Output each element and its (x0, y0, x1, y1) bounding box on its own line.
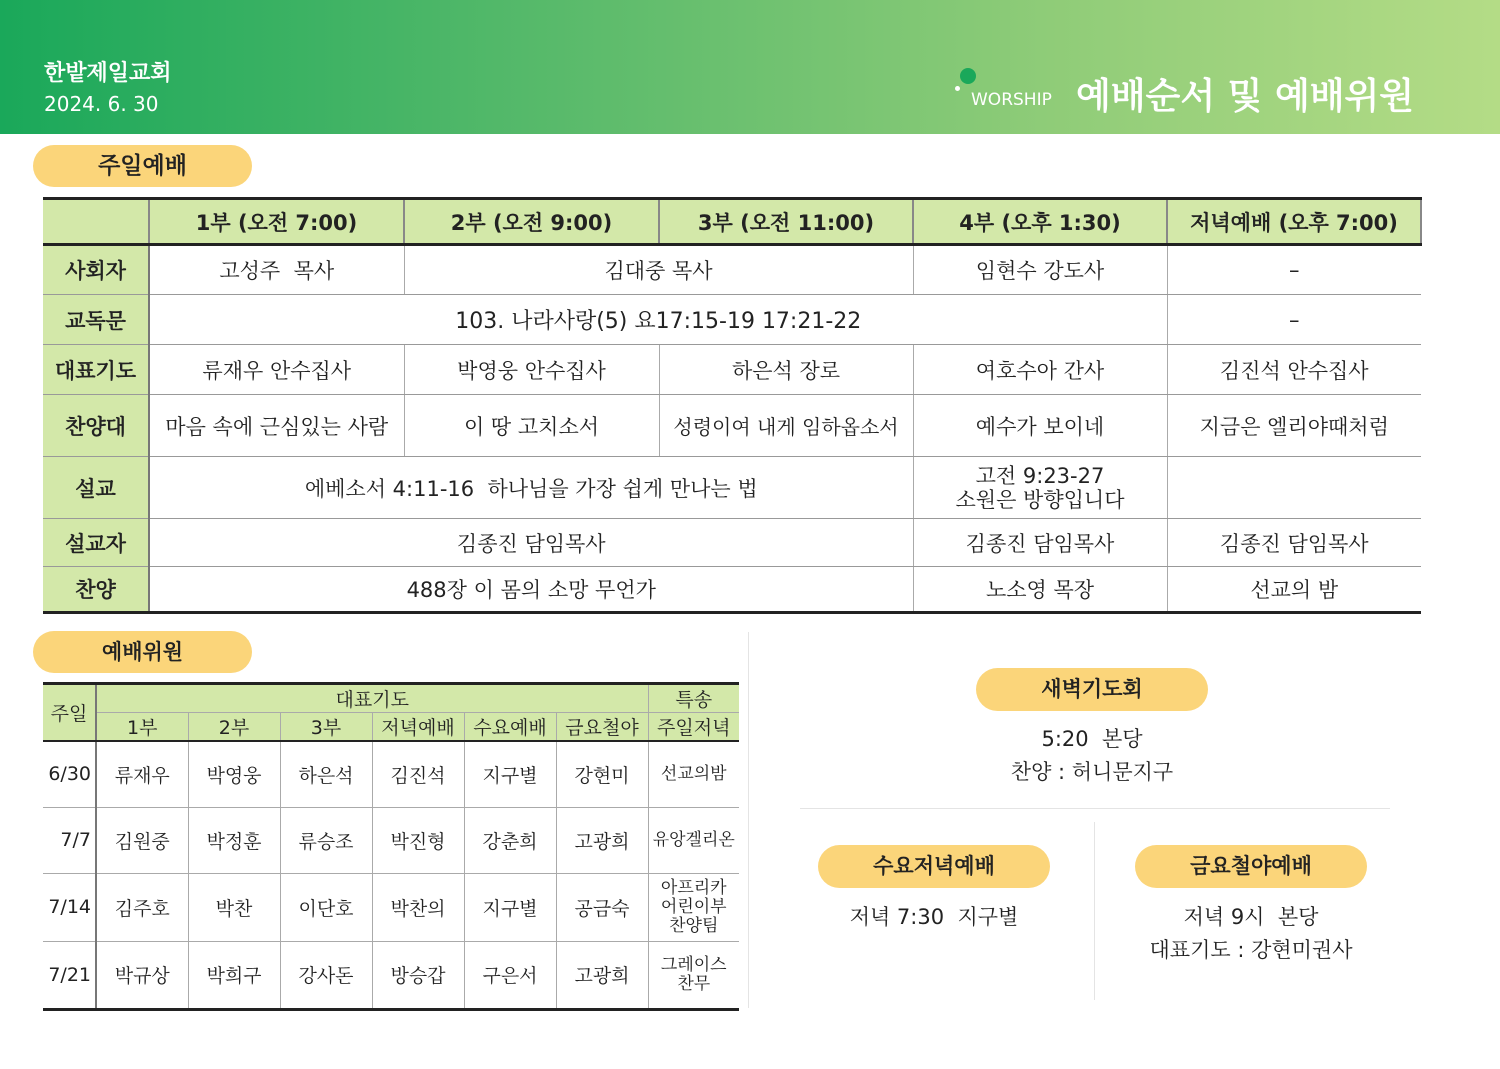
table-row (43, 295, 1421, 345)
col-header-prayer: 대표기도 (96, 684, 648, 713)
special-line: 그레이스 (660, 954, 727, 975)
cell: – (1167, 245, 1421, 295)
special-line: 선교의밤 (660, 763, 727, 784)
friday-vigil-label: 금요철야예배 (1135, 845, 1367, 888)
corner-cell (43, 199, 149, 245)
cell: 박희구 (188, 941, 280, 1009)
cell: 박찬의 (372, 873, 464, 941)
cell: 박영웅 (188, 741, 280, 807)
church-name: 한밭제일교회 (44, 61, 172, 86)
col-header-week: 주일 (43, 684, 96, 742)
decor-dot-small-icon (955, 86, 960, 91)
row-date: 7/7 (43, 807, 96, 873)
cell: 선교의 밤 (1167, 567, 1421, 613)
cell (913, 457, 1167, 519)
staff-subheader-row (43, 713, 739, 742)
col-subheader: 금요철야 (556, 713, 648, 742)
col-header: 1부 (오전 7:00) (149, 199, 404, 245)
cell: 하은석 (280, 741, 372, 807)
dawn-prayer-label: 새벽기도회 (976, 668, 1208, 711)
cell: 지구별 (464, 741, 556, 807)
sermon-title: 소원은 방향입니다 (955, 487, 1125, 512)
row-date: 6/30 (43, 741, 96, 807)
col-subheader: 저녁예배 (372, 713, 464, 742)
cell: 임현수 강도사 (913, 245, 1167, 295)
cell: 박규상 (96, 941, 188, 1009)
col-subheader: 2부 (188, 713, 280, 742)
special-line: 아프리카 (660, 877, 727, 898)
cell: 김진석 (372, 741, 464, 807)
col-subheader: 수요예배 (464, 713, 556, 742)
cell (1167, 457, 1421, 519)
header-banner (0, 0, 1500, 134)
page-title: 예배순서 및 예배위원 (1076, 76, 1415, 117)
row-label: 설교 (43, 457, 149, 519)
col-header: 저녁예배 (오후 7:00) (1167, 199, 1421, 245)
cell: 고광희 (556, 941, 648, 1009)
friday-time: 저녁 9시 본당 (1183, 905, 1319, 929)
cell: 이단호 (280, 873, 372, 941)
cell: 103. 나라사랑(5) 요17:15-19 17:21-22 (149, 295, 1167, 345)
cell: 류재우 (96, 741, 188, 807)
cell: 박찬 (188, 873, 280, 941)
row-label: 찬양 (43, 567, 149, 613)
cell: 김종진 담임목사 (913, 519, 1167, 567)
cell: 강사돈 (280, 941, 372, 1009)
table-row (43, 395, 1421, 457)
wednesday-worship-label: 수요저녁예배 (818, 845, 1050, 888)
cell: – (1167, 295, 1421, 345)
staff-table (43, 682, 739, 1011)
cell: 강현미 (556, 741, 648, 807)
table-header-row (43, 199, 1421, 245)
friday-prayer: 대표기도 : 강현미권사 (1149, 938, 1353, 962)
col-subheader: 1부 (96, 713, 188, 742)
cell: 지금은 엘리야때처럼 (1167, 395, 1421, 457)
cell: 김원중 (96, 807, 188, 873)
cell: 마음 속에 근심있는 사람 (149, 395, 404, 457)
col-header-special: 특송 (648, 684, 739, 713)
sunday-worship-label: 주일예배 (33, 145, 252, 187)
decor-dot-icon (960, 68, 976, 84)
cell: 박정훈 (188, 807, 280, 873)
cell: 예수가 보이네 (913, 395, 1167, 457)
dawn-time: 5:20 본당 (1041, 727, 1143, 751)
cell: 김진석 안수집사 (1167, 345, 1421, 395)
col-header: 4부 (오후 1:30) (913, 199, 1167, 245)
row-label: 교독문 (43, 295, 149, 345)
table-row (43, 519, 1421, 567)
table-row (43, 873, 739, 941)
friday-info (1095, 901, 1407, 967)
special-line: 어린이부 (660, 896, 727, 917)
divider (748, 632, 749, 1008)
cell: 이 땅 고치소서 (404, 395, 659, 457)
cell: 류재우 안수집사 (149, 345, 404, 395)
section-label-en: WORSHIP (971, 90, 1052, 110)
cell (648, 741, 739, 807)
cell: 고성주 목사 (149, 245, 404, 295)
cell: 고광희 (556, 807, 648, 873)
table-row (43, 245, 1421, 295)
cell: 지구별 (464, 873, 556, 941)
cell: 공금숙 (556, 873, 648, 941)
row-label: 찬양대 (43, 395, 149, 457)
cell: 488장 이 몸의 소망 무언가 (149, 567, 913, 613)
row-label: 사회자 (43, 245, 149, 295)
wednesday-time: 저녁 7:30 지구별 (849, 905, 1019, 929)
cell: 김종진 담임목사 (149, 519, 913, 567)
row-label: 설교자 (43, 519, 149, 567)
staff-header-row (43, 684, 739, 713)
cell: 강춘희 (464, 807, 556, 873)
staff-label: 예배위원 (33, 631, 252, 673)
cell: 하은석 장로 (659, 345, 913, 395)
table-row (43, 741, 739, 807)
col-subheader: 주일저녁 (648, 713, 739, 742)
cell (648, 873, 739, 941)
table-row (43, 807, 739, 873)
special-line: 찬양팀 (669, 915, 719, 936)
table-row (43, 457, 1421, 519)
bulletin-date: 2024. 6. 30 (44, 92, 159, 116)
cell: 성령이여 내게 임하옵소서 (659, 395, 913, 457)
cell: 에베소서 4:11-16 하나님을 가장 쉽게 만나는 법 (149, 457, 913, 519)
table-row (43, 345, 1421, 395)
col-header: 3부 (오전 11:00) (659, 199, 913, 245)
table-row (43, 567, 1421, 613)
row-date: 7/21 (43, 941, 96, 1009)
cell: 박영웅 안수집사 (404, 345, 659, 395)
cell: 김대중 목사 (404, 245, 913, 295)
dawn-praise: 찬양 : 허니문지구 (1010, 760, 1174, 784)
table-row (43, 941, 739, 1009)
cell (648, 941, 739, 1009)
special-line: 유앙겔리온 (652, 829, 735, 850)
wednesday-info (774, 901, 1094, 934)
cell: 노소영 목장 (913, 567, 1167, 613)
cell: 구은서 (464, 941, 556, 1009)
cell: 김종진 담임목사 (1167, 519, 1421, 567)
cell: 류승조 (280, 807, 372, 873)
col-header: 2부 (오전 9:00) (404, 199, 659, 245)
special-line: 찬무 (677, 973, 711, 994)
dawn-prayer-info (930, 723, 1254, 789)
cell (648, 807, 739, 873)
cell: 여호수아 간사 (913, 345, 1167, 395)
row-date: 7/14 (43, 873, 96, 941)
divider (800, 808, 1390, 809)
row-label: 대표기도 (43, 345, 149, 395)
sermon-passage: 고전 9:23-27 (975, 463, 1105, 488)
col-subheader: 3부 (280, 713, 372, 742)
cell: 박진형 (372, 807, 464, 873)
cell: 방승갑 (372, 941, 464, 1009)
sunday-order-table (43, 197, 1422, 614)
cell: 김주호 (96, 873, 188, 941)
